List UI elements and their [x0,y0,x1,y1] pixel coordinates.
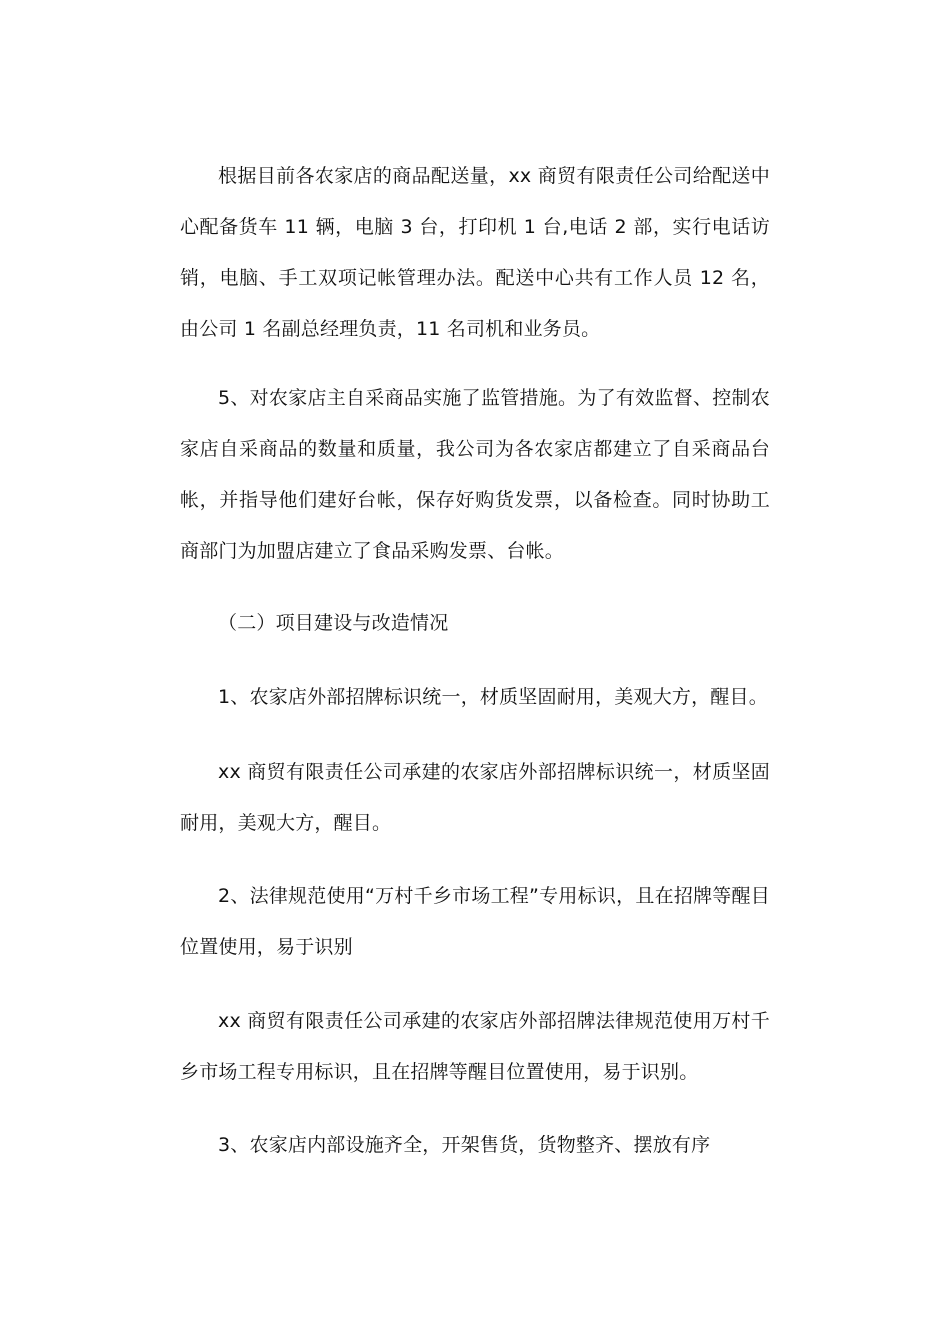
paragraph-logo-detail: xx 商贸有限责任公司承建的农家店外部招牌法律规范使用万村千乡市场工程专用标识，且在招牌等醒目位置使用，易于识别。 [180,1010,770,1083]
section-heading-project-construction: （二）项目建设与改造情况 [218,612,449,634]
paragraph-item-2-logo: 2、法律规范使用“万村千乡市场工程”专用标识，且在招牌等醒目位置使用，易于识别 [180,885,770,958]
paragraph-distribution-center: 根据目前各农家店的商品配送量，xx 商贸有限责任公司给配送中心配备货车 11 辆，电脑 3 台，打印机 1 台,电话 2 部，实行电话访销，电脑、手工双项记帐管理办法。配送中心共有工作人员 12 名，由公司 1 名副总经理负责，11 名司机和业务员。 [180,165,770,340]
paragraph-item-3-facilities: 3、农家店内部设施齐全，开架售货，货物整齐、摆放有序 [218,1134,711,1156]
paragraph-signage-detail: xx 商贸有限责任公司承建的农家店外部招牌标识统一，材质坚固耐用，美观大方，醒目。 [180,761,770,834]
paragraph-item-5-supervision: 5、对农家店主自采商品实施了监管措施。为了有效监督、控制农家店自采商品的数量和质量，我公司为各农家店都建立了自采商品台帐，并指导他们建好台帐，保存好购货发票，以备检查。同时协助工商部门为加盟店建立了食品采购发票、台帐。 [180,387,770,562]
paragraph-item-1-signage: 1、农家店外部招牌标识统一，材质坚固耐用，美观大方，醒目。 [218,686,768,708]
